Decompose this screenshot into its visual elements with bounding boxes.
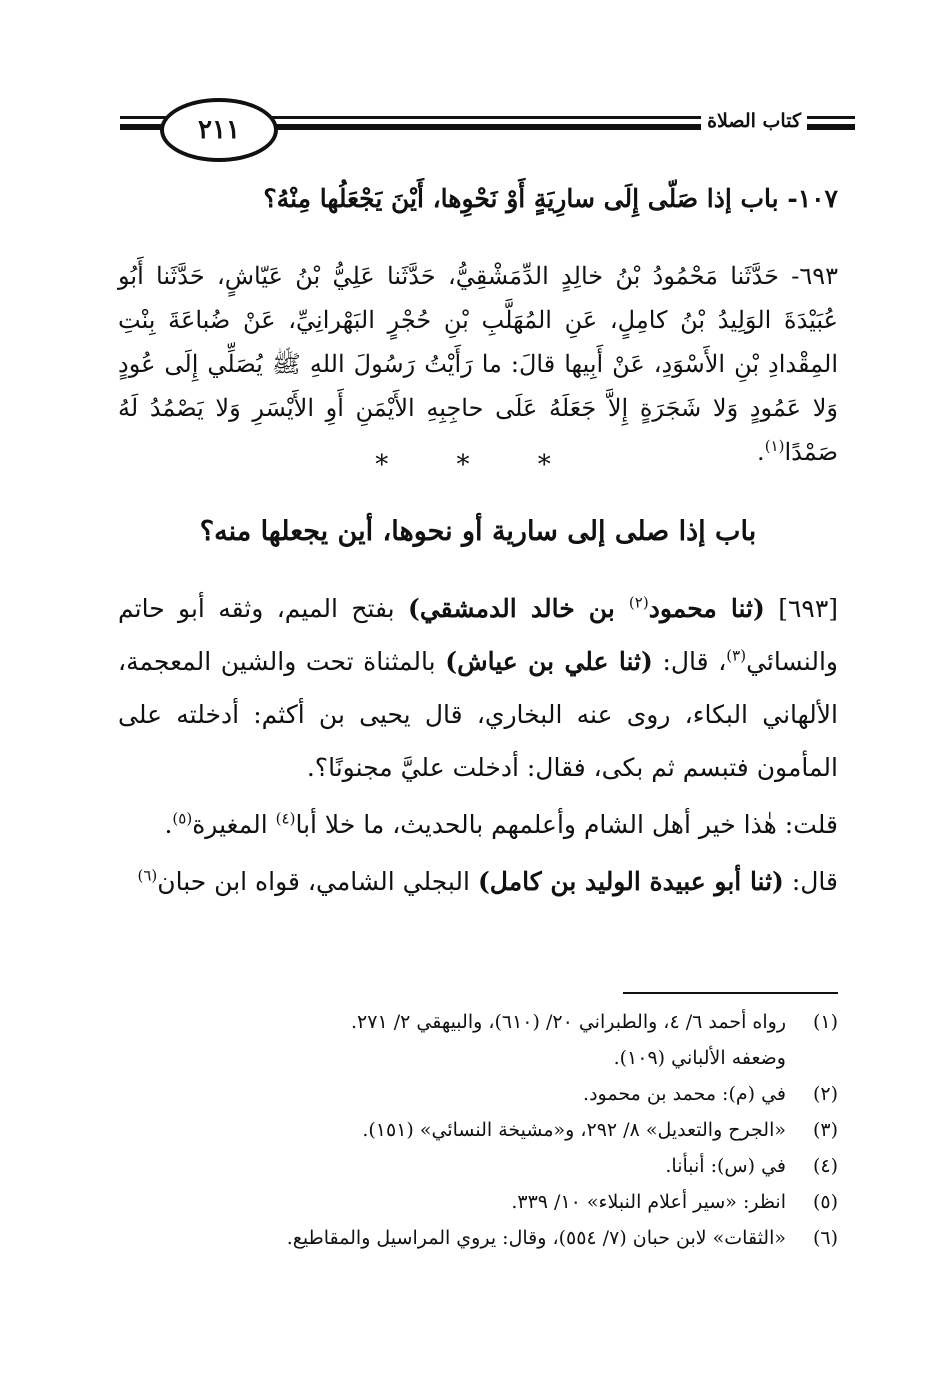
commentary-text-run: ، قال: bbox=[652, 647, 727, 676]
footnote-item bbox=[118, 1004, 838, 1040]
commentary-text-run: قلت: هٰذا خير أهل الشام وأعلمهم بالحديث، ما خلا أبا bbox=[295, 810, 838, 839]
commentary-text-run: بفتح الميم، وثقه أبو حاتم والنسائي bbox=[118, 594, 838, 676]
commentary-text-run: بالمثناة تحت والشين المعجمة، الألهاني البكاء، روى عنه البخاري، قال يحيى بن أكثم: أدخلته على المأمون فتبسم ثم بكى، فقال: أدخلت عليَّ مجنونًا؟. bbox=[118, 647, 838, 782]
footnote-item bbox=[118, 1220, 838, 1256]
quoted-narrator-cont: بن خالد الدمشقي) bbox=[408, 594, 629, 623]
page-header bbox=[120, 92, 855, 162]
footnote-text: «الجرح والتعديل» ٨/ ٢٩٢، و«مشيخة النسائي» (١٥١). bbox=[362, 1119, 786, 1141]
quoted-narrator: (ثنا أبو عبيدة الوليد بن كامل) bbox=[477, 867, 784, 896]
footnote-ref-2: (٢) bbox=[628, 593, 649, 612]
footnote-item bbox=[118, 1076, 838, 1112]
footnote-number: (٥) bbox=[812, 1191, 838, 1213]
footnote-ref-1: (١) bbox=[764, 437, 785, 455]
commentary-text bbox=[118, 582, 838, 908]
footnote-item bbox=[118, 1184, 838, 1220]
hadith-end: . bbox=[757, 438, 765, 466]
footnote-text: في (م): محمد بن محمود. bbox=[583, 1083, 786, 1105]
footnote-text: «الثقات» لابن حبان (٧/ ٥٥٤)، وقال: يروي المراسيل والمقاطيع. bbox=[286, 1227, 786, 1249]
hadith-body: ٦٩٣- حَدَّثَنا مَحْمُودُ بْنُ خالِدٍ الدِّمَشْقِيُّ، حَدَّثَنا عَلِيُّ بْنُ عَيّاشٍ، حَدَّثَنا أَبُو عُبَيْدَةَ الوَلِيدُ بْنُ كامِلٍ، عَنِ المُهَلَّبِ بْنِ حُجْرٍ البَهْرانِيِّ، عَنْ ضُباعَةَ بِنْتِ المِقْدادِ بْنِ الأَسْوَدِ، عَنْ أَبِيها قالَ: ما رَأَيْتُ رَسُولَ اللهِ ﷺ يُصَلِّي إِلَى عُودٍ وَلا عَمُودٍ وَلا شَجَرَةٍ إِلاَّ جَعَلَهُ عَلَى حاجِبِهِ الأَيْمَنِ أَوِ الأَيْسَرِ وَلا يَصْمُدُ لَهُ صَمْدًا bbox=[118, 262, 838, 466]
footnote-number: (٦) bbox=[812, 1227, 838, 1249]
footnote-number: (٤) bbox=[812, 1155, 838, 1177]
page-number: ٢١١ bbox=[160, 98, 278, 162]
footnote-text: انظر: «سير أعلام النبلاء» ١٠/ ٣٣٩. bbox=[511, 1191, 786, 1213]
footnote-number: (٣) bbox=[812, 1119, 838, 1141]
commentary-paragraph-2 bbox=[118, 798, 838, 851]
commentary-heading: باب إذا صلى إلى سارية أو نحوها، أين يجعلها منه؟ bbox=[199, 516, 757, 547]
footnote-divider bbox=[623, 992, 838, 994]
commentary-text-run: قال: bbox=[783, 867, 838, 896]
footnote-ref-5: (٥) bbox=[172, 809, 193, 828]
hadith-text bbox=[118, 254, 838, 474]
footnote-text: في (س): أنبأنا. bbox=[665, 1155, 786, 1177]
chapter-heading: ١٠٧- باب إذا صَلّى إِلَى سارِيَةٍ أَوْ نَحْوِها، أَيْنَ يَجْعَلُها مِنْهُ؟ bbox=[263, 184, 838, 213]
quoted-narrator: (ثنا محمود bbox=[648, 594, 765, 623]
quoted-narrator: (ثنا علي بن عياش) bbox=[445, 647, 653, 676]
footnote-ref-6: (٦) bbox=[137, 866, 158, 885]
commentary-paragraph-3 bbox=[118, 855, 838, 908]
footnote-number: (٢) bbox=[812, 1083, 838, 1105]
footnote-text: وضعفه الألباني (١٠٩). bbox=[613, 1047, 786, 1069]
commentary-text-run: البجلي الشامي، قواه ابن حبان bbox=[157, 867, 478, 896]
footnote-item bbox=[118, 1112, 838, 1148]
commentary-text-run: المغيرة bbox=[192, 810, 276, 839]
footnotes bbox=[118, 1004, 838, 1256]
footnote-ref-3: (٣) bbox=[726, 646, 747, 665]
footnote-ref-4: (٤) bbox=[275, 809, 296, 828]
section-separator: * * * bbox=[375, 450, 581, 480]
commentary-text-run: . bbox=[164, 810, 173, 839]
running-title: كتاب الصلاة bbox=[701, 110, 807, 132]
hadith-number: [٦٩٣] bbox=[764, 594, 839, 623]
footnote-number: (١) bbox=[812, 1011, 838, 1033]
footnote-item bbox=[118, 1040, 838, 1076]
footnote-item bbox=[118, 1148, 838, 1184]
footnote-text: رواه أحمد ٦/ ٤، والطبراني ٢٠/ (٦١٠)، والبيهقي ٢/ ٢٧١. bbox=[350, 1011, 786, 1033]
commentary-paragraph-1 bbox=[118, 582, 838, 794]
